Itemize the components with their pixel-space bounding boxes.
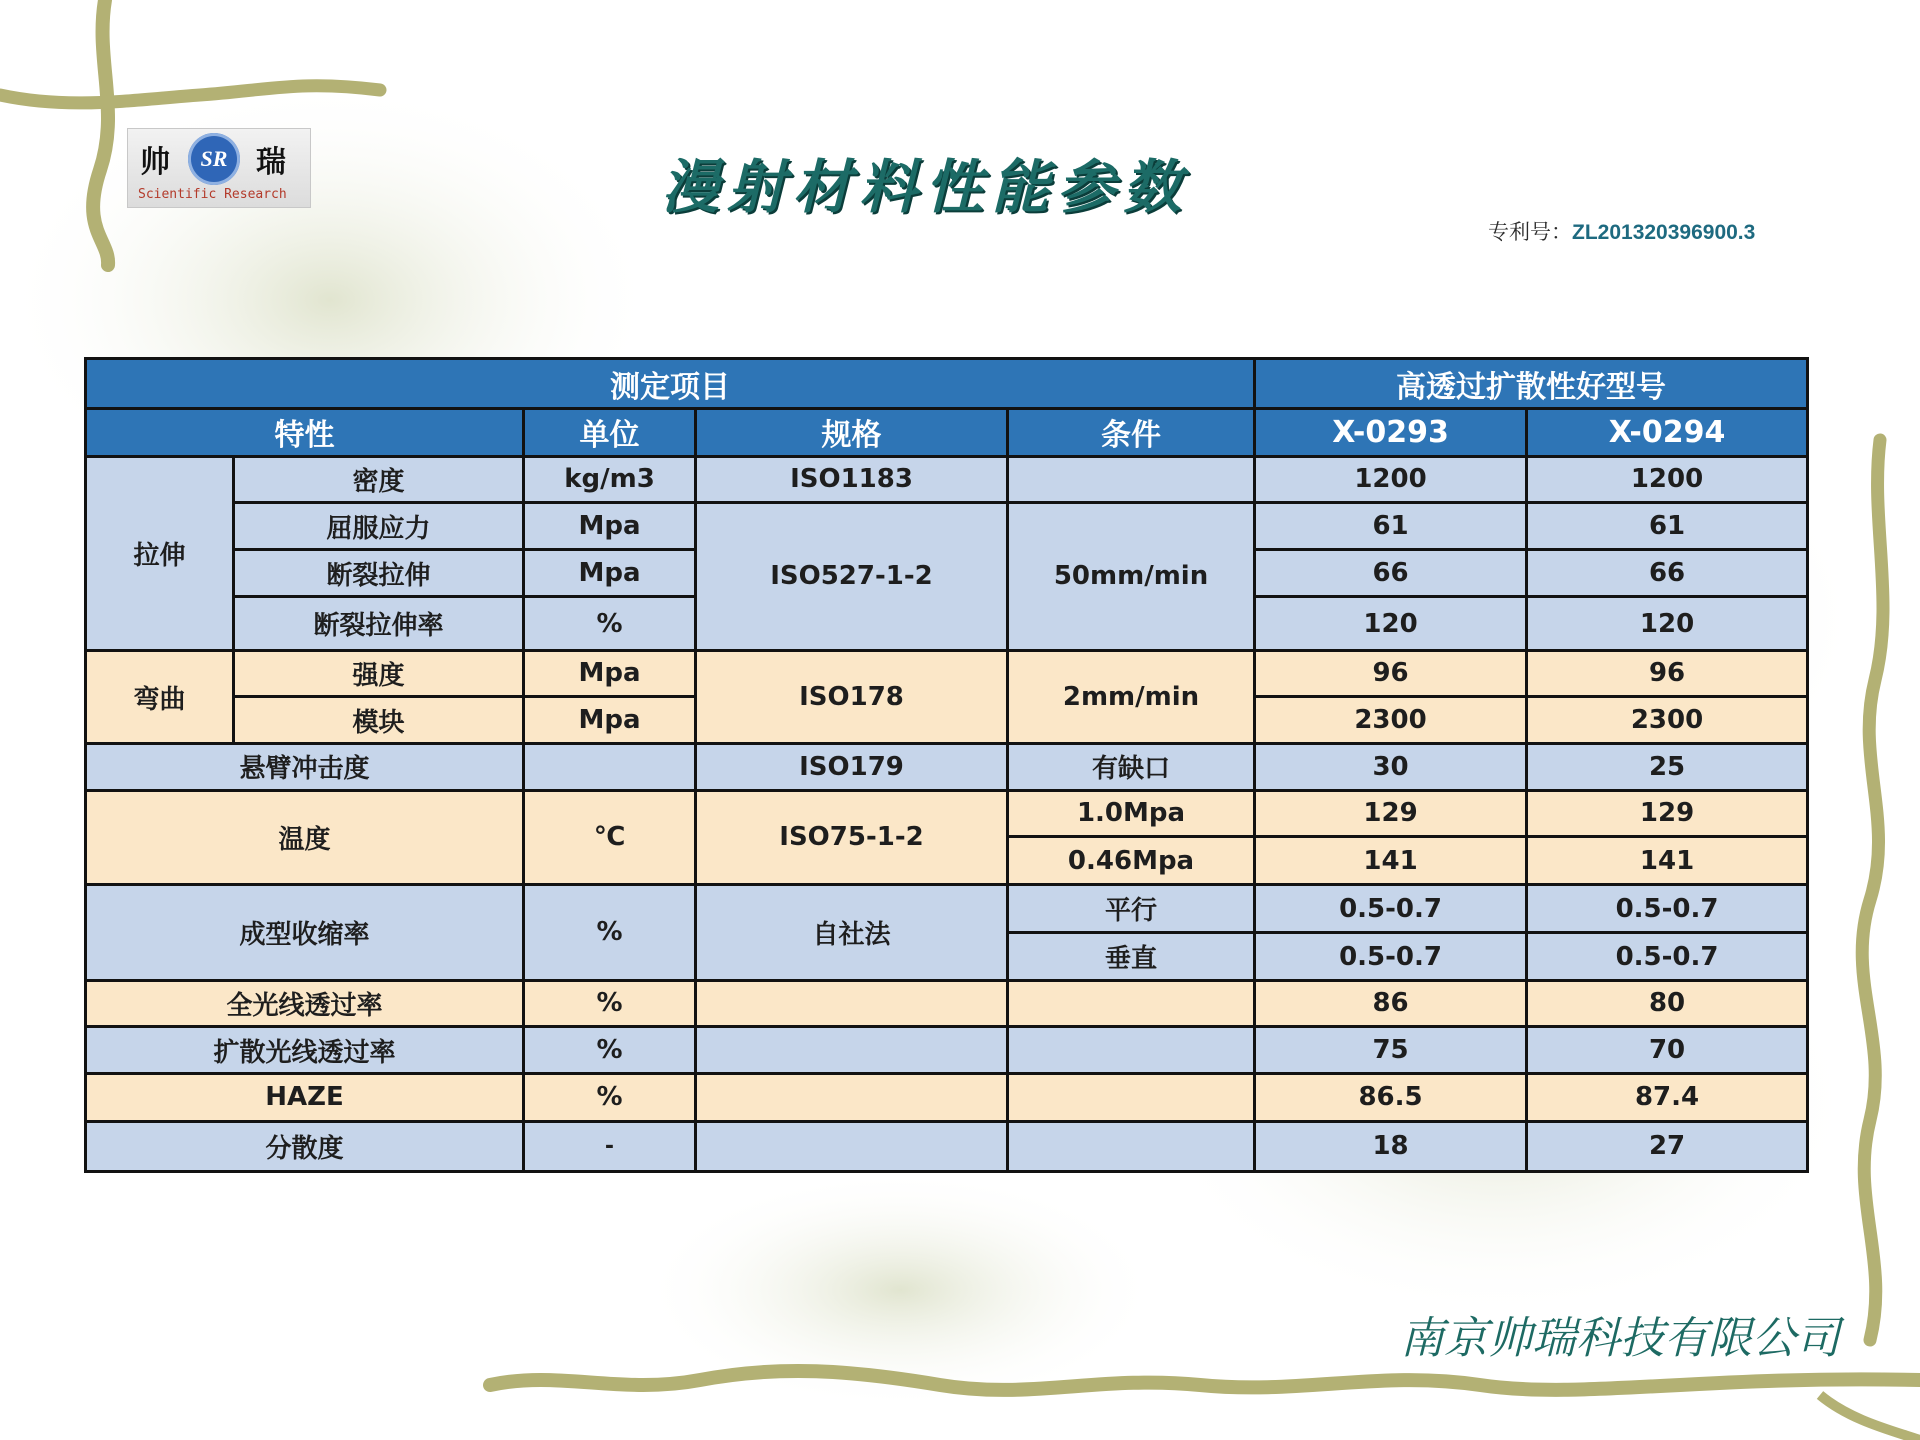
cell-property: 分散度: [86, 1121, 524, 1171]
cell-condition: [1008, 1121, 1255, 1171]
cell-standard: [696, 980, 1008, 1026]
cell-value-x0293: 96: [1255, 650, 1527, 696]
cell-value-x0294: 87.4: [1527, 1074, 1808, 1121]
col-header-x0294: X-0294: [1527, 409, 1808, 456]
cell-condition: 2mm/min: [1008, 650, 1255, 744]
cell-property: 断裂拉伸: [234, 550, 524, 597]
cell-unit: Mpa: [524, 650, 696, 696]
cell-standard: ISO1183: [696, 456, 1008, 502]
cell-unit: %: [524, 1027, 696, 1074]
cell-value-x0293: 61: [1255, 502, 1527, 549]
cell-value-x0293: 0.5-0.7: [1255, 933, 1527, 980]
cell-value-x0293: 129: [1255, 790, 1527, 836]
cell-condition: 有缺口: [1008, 744, 1255, 790]
cell-condition: 1.0Mpa: [1008, 790, 1255, 836]
table-row: [86, 502, 1808, 549]
cell-value-x0294: 129: [1527, 790, 1808, 836]
cell-unit: Mpa: [524, 502, 696, 549]
cell-standard: [696, 1074, 1008, 1121]
logo-subtitle: Scientific Research: [138, 187, 287, 202]
logo-char-left: 帅: [140, 145, 170, 180]
cell-unit: Mpa: [524, 697, 696, 744]
cell-value-x0294: 141: [1527, 836, 1808, 884]
page-title: 漫射材料性能参数: [660, 153, 1189, 221]
cell-value-x0294: 66: [1527, 550, 1808, 597]
cell-unit: -: [524, 1121, 696, 1171]
header-model-group: 高透过扩散性好型号: [1255, 359, 1808, 409]
cell-unit: [524, 744, 696, 790]
table-group-header-row: [86, 359, 1808, 409]
patent-value: ZL201320396900.3: [1572, 221, 1756, 244]
cell-property: 成型收缩率: [86, 885, 524, 981]
cell-condition: [1008, 1027, 1255, 1074]
cell-property: 屈服应力: [234, 502, 524, 549]
cell-property: 强度: [234, 650, 524, 696]
cell-value-x0294: 1200: [1527, 456, 1808, 502]
cell-value-x0294: 70: [1527, 1027, 1808, 1074]
cell-unit: Mpa: [524, 550, 696, 597]
cell-condition: 50mm/min: [1008, 502, 1255, 650]
cell-value-x0293: 1200: [1255, 456, 1527, 502]
cell-value-x0294: 0.5-0.7: [1527, 933, 1808, 980]
cell-property: 扩散光线透过率: [86, 1027, 524, 1074]
cell-standard: [696, 1121, 1008, 1171]
cell-condition: [1008, 1074, 1255, 1121]
cell-value-x0294: 27: [1527, 1121, 1808, 1171]
cell-unit: %: [524, 885, 696, 981]
table-row: [86, 1074, 1808, 1121]
cell-value-x0293: 30: [1255, 744, 1527, 790]
patent-label: 专利号：: [1488, 221, 1572, 244]
table-row: [86, 885, 1808, 933]
header-test-items: 测定项目: [86, 359, 1255, 409]
cell-value-x0294: 2300: [1527, 697, 1808, 744]
cell-unit: %: [524, 980, 696, 1026]
cell-value-x0293: 0.5-0.7: [1255, 885, 1527, 933]
table-row: [86, 456, 1808, 502]
cell-standard: ISO527-1-2: [696, 502, 1008, 650]
spec-table: [84, 357, 1809, 1173]
table-row: [86, 650, 1808, 696]
cell-value-x0294: 80: [1527, 980, 1808, 1026]
col-header-condition: 条件: [1008, 409, 1255, 456]
logo-monogram: SR: [188, 133, 240, 185]
cell-condition: 平行: [1008, 885, 1255, 933]
cell-property: 断裂拉伸率: [234, 597, 524, 650]
cell-property: 模块: [234, 697, 524, 744]
cell-standard: ISO179: [696, 744, 1008, 790]
patent-number: [1488, 216, 1755, 246]
cell-standard: ISO75-1-2: [696, 790, 1008, 885]
group-tensile: 拉伸: [86, 456, 234, 650]
table-row: [86, 1121, 1808, 1171]
col-header-x0293: X-0293: [1255, 409, 1527, 456]
cell-property: 全光线透过率: [86, 980, 524, 1026]
company-logo: [127, 128, 311, 208]
cell-unit: kg/m3: [524, 456, 696, 502]
cell-value-x0293: 141: [1255, 836, 1527, 884]
cell-unit: %: [524, 1074, 696, 1121]
cell-value-x0293: 2300: [1255, 697, 1527, 744]
cell-condition: [1008, 980, 1255, 1026]
cell-standard: ISO178: [696, 650, 1008, 744]
col-header-property: 特性: [86, 409, 524, 456]
cell-condition: 0.46Mpa: [1008, 836, 1255, 884]
cell-value-x0294: 120: [1527, 597, 1808, 650]
cell-value-x0294: 61: [1527, 502, 1808, 549]
cell-value-x0294: 96: [1527, 650, 1808, 696]
cell-property: 温度: [86, 790, 524, 885]
logo-char-right: 瑞: [256, 145, 286, 180]
table-row: [86, 1027, 1808, 1074]
group-bending: 弯曲: [86, 650, 234, 744]
cell-value-x0294: 0.5-0.7: [1527, 885, 1808, 933]
cell-value-x0293: 120: [1255, 597, 1527, 650]
cell-value-x0293: 86.5: [1255, 1074, 1527, 1121]
table-row: [86, 980, 1808, 1026]
cell-unit: %: [524, 597, 696, 650]
cell-value-x0294: 25: [1527, 744, 1808, 790]
cell-value-x0293: 75: [1255, 1027, 1527, 1074]
cell-standard: 自社法: [696, 885, 1008, 981]
cell-property: 密度: [234, 456, 524, 502]
company-name: 南京帅瑞科技有限公司: [1400, 1313, 1840, 1364]
cell-unit: ℃: [524, 790, 696, 885]
cell-value-x0293: 18: [1255, 1121, 1527, 1171]
cell-standard: [696, 1027, 1008, 1074]
cell-value-x0293: 86: [1255, 980, 1527, 1026]
cell-condition: 垂直: [1008, 933, 1255, 980]
cell-value-x0293: 66: [1255, 550, 1527, 597]
table-row: [86, 790, 1808, 836]
cell-condition: [1008, 456, 1255, 502]
col-header-standard: 规格: [696, 409, 1008, 456]
cell-property: HAZE: [86, 1074, 524, 1121]
table-row: [86, 744, 1808, 790]
table-column-header-row: [86, 409, 1808, 456]
cell-property: 悬臂冲击度: [86, 744, 524, 790]
col-header-unit: 单位: [524, 409, 696, 456]
